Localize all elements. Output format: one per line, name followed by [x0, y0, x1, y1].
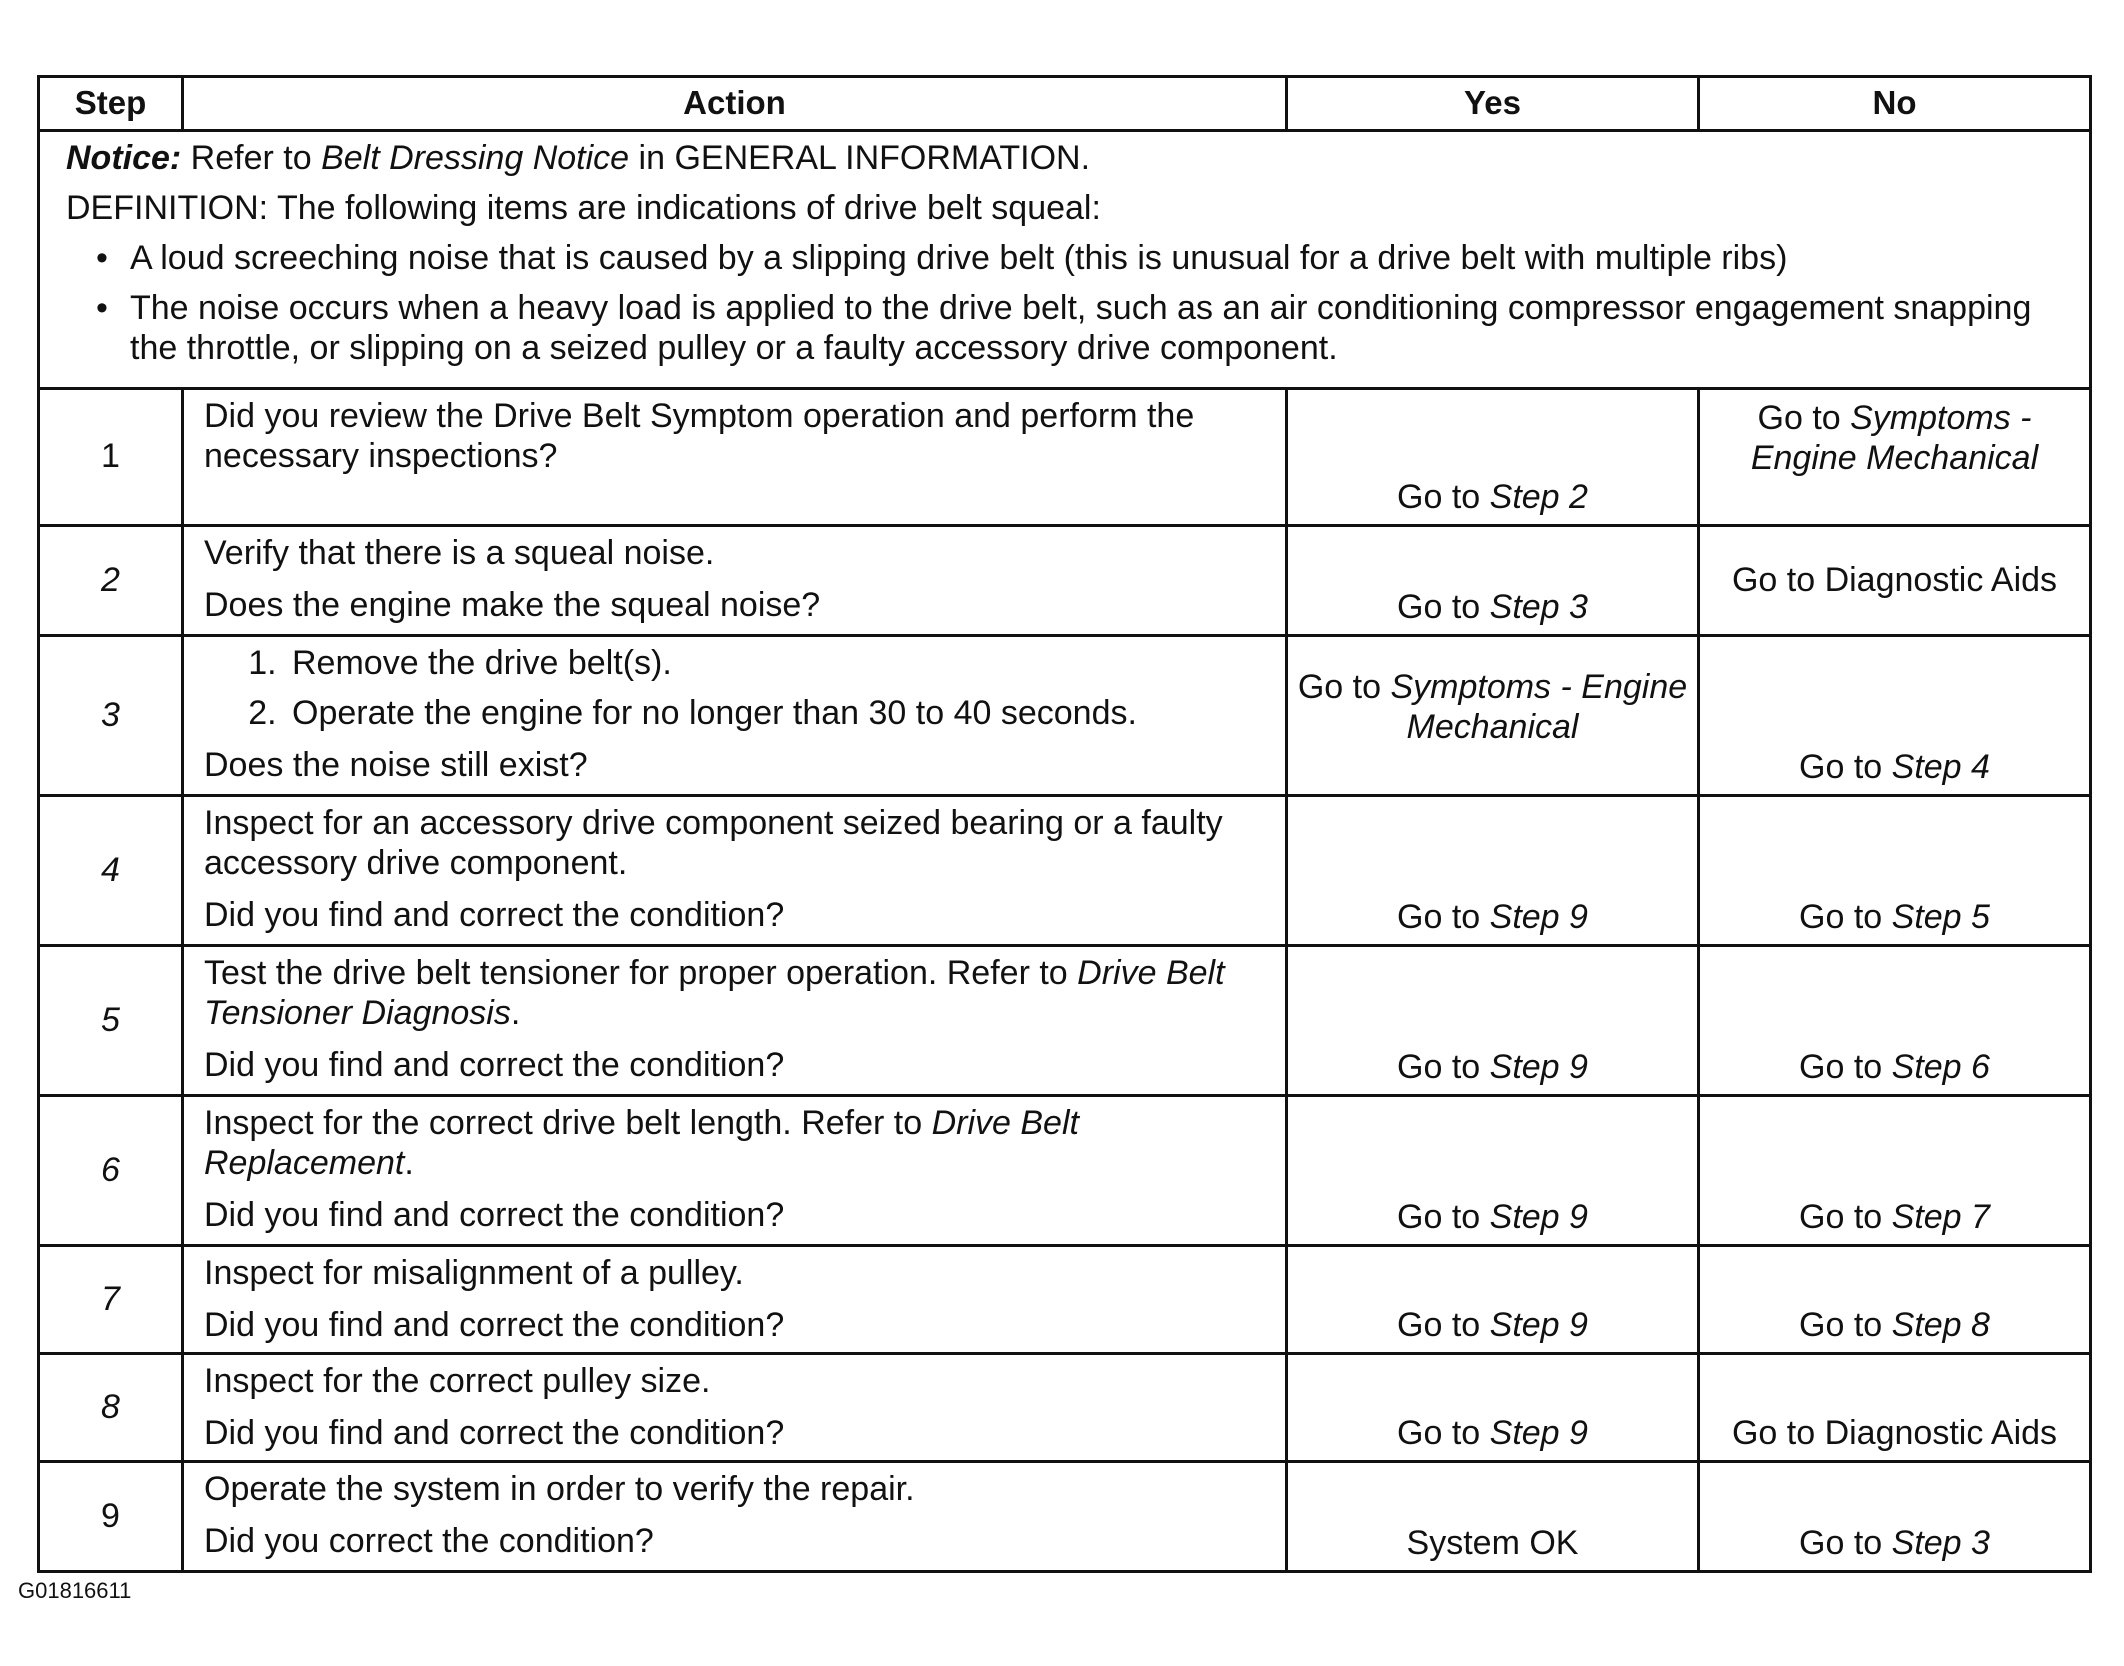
no-text: Go to: [1799, 748, 1892, 787]
no-text: Go to: [1757, 398, 1851, 437]
notice-reference: Belt Dressing Notice: [321, 139, 630, 177]
figure-id: G01816611: [18, 1578, 132, 1603]
table-row: [39, 795, 2091, 945]
no-text: Go to: [1799, 1048, 1892, 1087]
no-cell: [1699, 388, 2091, 525]
intro-cell: [39, 131, 2091, 389]
no-link[interactable]: Go to Diagnostic Aids: [1731, 1414, 2058, 1453]
yes-text: Go to: [1297, 667, 1391, 706]
action-text-pre: Inspect for the correct drive belt length. Refer to: [204, 1103, 932, 1142]
yes-link[interactable]: Step 9: [1489, 1198, 1588, 1237]
step-number: 8: [39, 1353, 183, 1461]
no-text: Go to: [1799, 1306, 1892, 1345]
action-step-item: 2. Operate the engine for no longer than 30 to 40 seconds.: [286, 693, 1267, 733]
step-number: 4: [39, 795, 183, 945]
action-question: Does the engine make the squeal noise?: [204, 585, 821, 624]
action-text-post: .: [404, 1143, 414, 1182]
yes-text: Go to: [1397, 588, 1490, 627]
yes-link[interactable]: Symptoms - Engine Mechanical: [1390, 667, 1688, 746]
header-step: Step: [39, 77, 183, 131]
yes-link[interactable]: Step 9: [1489, 898, 1588, 937]
no-cell: [1699, 1461, 2091, 1571]
table-row: [39, 635, 2091, 795]
action-cell: [183, 388, 1287, 525]
yes-result: System OK: [1406, 1524, 1579, 1563]
action-question: Did you find and correct the condition?: [204, 1195, 785, 1234]
yes-link[interactable]: Step 9: [1489, 1048, 1588, 1087]
table-header-row: [39, 77, 2091, 131]
action-text: [204, 953, 1267, 1033]
action-text: [204, 1103, 1267, 1183]
table-row: [39, 388, 2091, 525]
yes-text: Go to: [1397, 1048, 1490, 1087]
no-link[interactable]: Step 6: [1891, 1048, 1990, 1087]
action-cell: [183, 1353, 1287, 1461]
action-steps-list: [204, 643, 1267, 733]
no-link[interactable]: Step 3: [1891, 1524, 1990, 1563]
action-text: Inspect for misalignment of a pulley.: [204, 1253, 744, 1292]
step-number: 9: [39, 1461, 183, 1571]
action-reference[interactable]: Drive Belt Tensioner Diagnosis: [204, 953, 1225, 1032]
definition-item-text: A loud screeching noise that is caused by a slipping drive belt (this is unusual for a drive belt with multiple ribs): [130, 239, 1788, 278]
no-cell: [1699, 1095, 2091, 1245]
action-text: Inspect for the correct pulley size.: [204, 1361, 711, 1400]
action-text-pre: Test the drive belt tensioner for proper operation. Refer to: [204, 953, 1078, 992]
action-question: Did you correct the condition?: [204, 1521, 654, 1560]
no-link[interactable]: Step 7: [1891, 1198, 1990, 1237]
table-row: [39, 1245, 2091, 1353]
yes-cell: [1287, 945, 1699, 1095]
definition-line: DEFINITION: The following items are indications of drive belt squeal:: [66, 189, 1101, 228]
no-cell: [1699, 1353, 2091, 1461]
no-link[interactable]: Symptoms - Engine Mechanical: [1750, 398, 2039, 477]
notice-text-pre: Refer to: [181, 139, 322, 177]
notice-line: [66, 138, 2069, 178]
no-cell: [1699, 525, 2091, 635]
definition-list: [66, 238, 2069, 368]
action-question: Did you find and correct the condition?: [204, 1045, 785, 1084]
definition-item: [96, 238, 2069, 278]
action-cell: [183, 945, 1287, 1095]
yes-link[interactable]: Step 3: [1489, 588, 1588, 627]
no-cell: [1699, 635, 2091, 795]
bullet-icon: •: [96, 239, 108, 278]
yes-text: Go to: [1397, 898, 1490, 937]
yes-link[interactable]: Step 9: [1489, 1414, 1588, 1453]
no-link[interactable]: Step 4: [1891, 748, 1990, 787]
action-cell: [183, 1245, 1287, 1353]
no-link[interactable]: Step 5: [1891, 898, 1990, 937]
no-text: Go to: [1799, 1198, 1892, 1237]
action-text: Operate the system in order to verify the repair.: [204, 1469, 915, 1508]
table-row: [39, 525, 2091, 635]
action-text: Inspect for an accessory drive component seized bearing or a faulty accessory drive component.: [204, 803, 1223, 882]
action-reference[interactable]: Drive Belt Replacement: [204, 1103, 1079, 1182]
action-cell: [183, 635, 1287, 795]
action-question: Does the noise still exist?: [204, 745, 588, 784]
action-text-post: .: [510, 993, 521, 1032]
table-row: [39, 945, 2091, 1095]
step-number: 2: [39, 525, 183, 635]
step-number: 1: [39, 388, 183, 525]
yes-text: Go to: [1397, 1198, 1490, 1237]
yes-cell: [1287, 1461, 1699, 1571]
yes-cell: [1287, 635, 1699, 795]
action-question: Did you find and correct the condition?: [204, 1413, 785, 1452]
yes-link[interactable]: Step 2: [1489, 478, 1588, 517]
action-question: Did you find and correct the condition?: [204, 1305, 785, 1344]
action-cell: [183, 1095, 1287, 1245]
step-number: 5: [39, 945, 183, 1095]
header-yes: Yes: [1287, 77, 1699, 131]
step-number: 3: [39, 635, 183, 795]
notice-text-post: in GENERAL INFORMATION.: [629, 139, 1091, 177]
definition-item-text: The noise occurs when a heavy load is applied to the drive belt, such as an air conditioning compressor engagement snapping the throttle, or slipping on a seized pulley or a faulty accessory drive component.: [130, 289, 2032, 368]
table-row: [39, 1353, 2091, 1461]
action-cell: [183, 1461, 1287, 1571]
no-link[interactable]: Go to Diagnostic Aids: [1731, 560, 2058, 599]
yes-text: Go to: [1397, 478, 1490, 517]
yes-link[interactable]: Step 9: [1489, 1306, 1588, 1345]
no-cell: [1699, 945, 2091, 1095]
yes-cell: [1287, 1095, 1699, 1245]
table-row: [39, 1461, 2091, 1571]
bullet-icon: •: [96, 289, 108, 328]
no-text: Go to: [1799, 1524, 1892, 1563]
action-text: Did you review the Drive Belt Symptom operation and perform the necessary inspections?: [204, 396, 1195, 475]
header-action: Action: [183, 77, 1287, 131]
action-cell: [183, 795, 1287, 945]
definition-item: [96, 288, 2069, 368]
no-link[interactable]: Step 8: [1891, 1306, 1990, 1345]
action-step-item: 1. Remove the drive belt(s).: [286, 643, 1267, 683]
yes-cell: [1287, 388, 1699, 525]
table-row: [39, 1095, 2091, 1245]
yes-cell: [1287, 525, 1699, 635]
no-cell: [1699, 795, 2091, 945]
diagnostic-table: [37, 75, 2092, 1573]
no-text: Go to: [1799, 898, 1892, 937]
step-number: 7: [39, 1245, 183, 1353]
no-cell: [1699, 1245, 2091, 1353]
header-no: No: [1699, 77, 2091, 131]
step-number: 6: [39, 1095, 183, 1245]
yes-cell: [1287, 795, 1699, 945]
yes-cell: [1287, 1353, 1699, 1461]
notice-label: Notice:: [66, 139, 182, 177]
action-cell: [183, 525, 1287, 635]
intro-row: [39, 131, 2091, 389]
yes-text: Go to: [1397, 1414, 1490, 1453]
yes-text: Go to: [1397, 1306, 1490, 1345]
action-text: Verify that there is a squeal noise.: [204, 533, 715, 572]
yes-cell: [1287, 1245, 1699, 1353]
action-question: Did you find and correct the condition?: [204, 895, 785, 934]
